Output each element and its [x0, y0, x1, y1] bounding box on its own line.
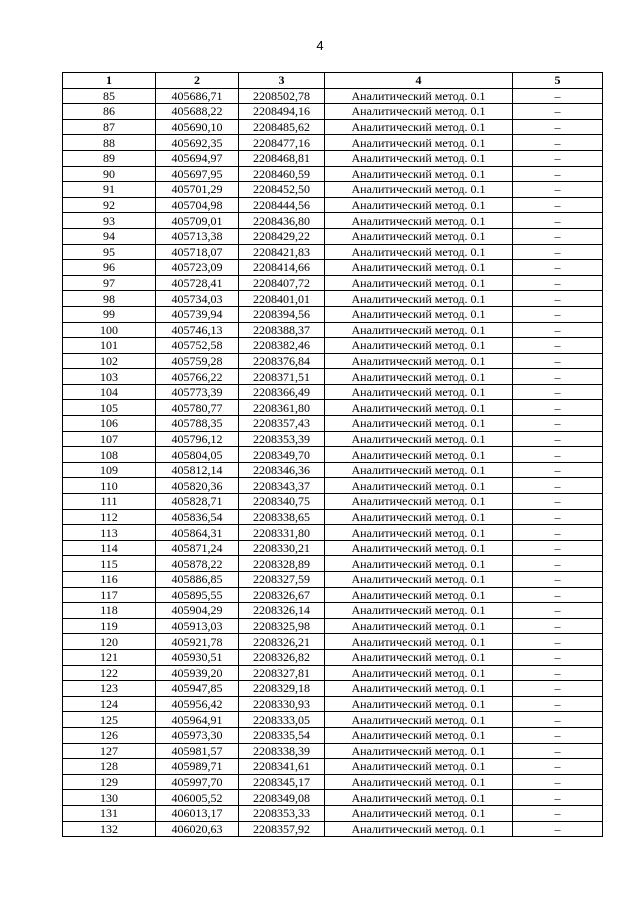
table-row: [63, 182, 603, 198]
table-row: [63, 416, 603, 432]
x-coordinate-cell: 405828,71: [156, 494, 239, 510]
method-cell: Аналитический метод. 0.1: [325, 556, 513, 572]
x-coordinate-cell: 405989,71: [156, 759, 239, 775]
note-cell: –: [513, 338, 603, 354]
method-cell: Аналитический метод. 0.1: [325, 665, 513, 681]
method-cell: Аналитический метод. 0.1: [325, 743, 513, 759]
x-coordinate-cell: 405694,97: [156, 150, 239, 166]
method-cell: Аналитический метод. 0.1: [325, 431, 513, 447]
note-cell: –: [513, 743, 603, 759]
note-cell: –: [513, 213, 603, 229]
point-number-cell: 114: [63, 540, 156, 556]
x-coordinate-cell: 405723,09: [156, 260, 239, 276]
table-row: [63, 494, 603, 510]
table-row: [63, 821, 603, 837]
method-cell: Аналитический метод. 0.1: [325, 525, 513, 541]
note-cell: –: [513, 462, 603, 478]
y-coordinate-cell: 2208361,80: [239, 400, 325, 416]
table-row: [63, 618, 603, 634]
x-coordinate-cell: 405904,29: [156, 603, 239, 619]
method-cell: Аналитический метод. 0.1: [325, 805, 513, 821]
y-coordinate-cell: 2208349,70: [239, 447, 325, 463]
x-coordinate-cell: 405913,03: [156, 618, 239, 634]
method-cell: Аналитический метод. 0.1: [325, 790, 513, 806]
note-cell: –: [513, 790, 603, 806]
y-coordinate-cell: 2208326,67: [239, 587, 325, 603]
point-number-cell: 99: [63, 306, 156, 322]
point-number-cell: 107: [63, 431, 156, 447]
table-row: [63, 447, 603, 463]
method-cell: Аналитический метод. 0.1: [325, 88, 513, 104]
table-row: [63, 540, 603, 556]
note-cell: –: [513, 478, 603, 494]
point-number-cell: 121: [63, 649, 156, 665]
table-row: [63, 150, 603, 166]
table-row: [63, 384, 603, 400]
table-row: [63, 119, 603, 135]
x-coordinate-cell: 405697,95: [156, 166, 239, 182]
x-coordinate-cell: 405746,13: [156, 322, 239, 338]
method-cell: Аналитический метод. 0.1: [325, 462, 513, 478]
x-coordinate-cell: 405728,41: [156, 275, 239, 291]
point-number-cell: 95: [63, 244, 156, 260]
point-number-cell: 125: [63, 712, 156, 728]
x-coordinate-cell: 405692,35: [156, 135, 239, 151]
x-coordinate-cell: 405930,51: [156, 649, 239, 665]
y-coordinate-cell: 2208477,16: [239, 135, 325, 151]
method-cell: Аналитический метод. 0.1: [325, 306, 513, 322]
point-number-cell: 110: [63, 478, 156, 494]
x-coordinate-cell: 405997,70: [156, 774, 239, 790]
method-cell: Аналитический метод. 0.1: [325, 213, 513, 229]
table-row: [63, 712, 603, 728]
note-cell: –: [513, 431, 603, 447]
point-number-cell: 102: [63, 353, 156, 369]
point-number-cell: 123: [63, 681, 156, 697]
note-cell: –: [513, 353, 603, 369]
table-header-row: [63, 73, 603, 89]
x-coordinate-cell: 405780,77: [156, 400, 239, 416]
point-number-cell: 97: [63, 275, 156, 291]
page-number: 4: [316, 38, 324, 53]
point-number-cell: 122: [63, 665, 156, 681]
point-number-cell: 94: [63, 228, 156, 244]
y-coordinate-cell: 2208326,14: [239, 603, 325, 619]
note-cell: –: [513, 119, 603, 135]
table-body: [63, 88, 603, 837]
y-coordinate-cell: 2208502,78: [239, 88, 325, 104]
table-row: [63, 260, 603, 276]
table-row: [63, 197, 603, 213]
y-coordinate-cell: 2208343,37: [239, 478, 325, 494]
y-coordinate-cell: 2208346,36: [239, 462, 325, 478]
note-cell: –: [513, 182, 603, 198]
table-row: [63, 431, 603, 447]
note-cell: –: [513, 384, 603, 400]
x-coordinate-cell: 405864,31: [156, 525, 239, 541]
table-row: [63, 805, 603, 821]
note-cell: –: [513, 369, 603, 385]
point-number-cell: 87: [63, 119, 156, 135]
x-coordinate-cell: 405752,58: [156, 338, 239, 354]
note-cell: –: [513, 759, 603, 775]
y-coordinate-cell: 2208333,05: [239, 712, 325, 728]
method-cell: Аналитический метод. 0.1: [325, 572, 513, 588]
table-row: [63, 681, 603, 697]
table-row: [63, 213, 603, 229]
point-number-cell: 116: [63, 572, 156, 588]
method-cell: Аналитический метод. 0.1: [325, 338, 513, 354]
method-cell: Аналитический метод. 0.1: [325, 587, 513, 603]
note-cell: –: [513, 681, 603, 697]
note-cell: –: [513, 275, 603, 291]
note-cell: –: [513, 821, 603, 837]
x-coordinate-cell: 405812,14: [156, 462, 239, 478]
x-coordinate-cell: 405878,22: [156, 556, 239, 572]
y-coordinate-cell: 2208401,01: [239, 291, 325, 307]
point-number-cell: 129: [63, 774, 156, 790]
x-coordinate-cell: 405921,78: [156, 634, 239, 650]
y-coordinate-cell: 2208429,22: [239, 228, 325, 244]
x-coordinate-cell: 405734,03: [156, 291, 239, 307]
table-row: [63, 88, 603, 104]
note-cell: –: [513, 244, 603, 260]
y-coordinate-cell: 2208338,39: [239, 743, 325, 759]
y-coordinate-cell: 2208330,21: [239, 540, 325, 556]
y-coordinate-cell: 2208328,89: [239, 556, 325, 572]
note-cell: –: [513, 400, 603, 416]
point-number-cell: 126: [63, 727, 156, 743]
y-coordinate-cell: 2208357,92: [239, 821, 325, 837]
point-number-cell: 113: [63, 525, 156, 541]
table-row: [63, 291, 603, 307]
method-cell: Аналитический метод. 0.1: [325, 353, 513, 369]
method-cell: Аналитический метод. 0.1: [325, 696, 513, 712]
point-number-cell: 90: [63, 166, 156, 182]
table-row: [63, 587, 603, 603]
point-number-cell: 130: [63, 790, 156, 806]
y-coordinate-cell: 2208468,81: [239, 150, 325, 166]
point-number-cell: 112: [63, 509, 156, 525]
y-coordinate-cell: 2208345,17: [239, 774, 325, 790]
method-cell: Аналитический метод. 0.1: [325, 681, 513, 697]
y-coordinate-cell: 2208338,65: [239, 509, 325, 525]
point-number-cell: 88: [63, 135, 156, 151]
column-header-5: 5: [513, 73, 603, 89]
note-cell: –: [513, 587, 603, 603]
method-cell: Аналитический метод. 0.1: [325, 447, 513, 463]
method-cell: Аналитический метод. 0.1: [325, 260, 513, 276]
method-cell: Аналитический метод. 0.1: [325, 369, 513, 385]
point-number-cell: 111: [63, 494, 156, 510]
point-number-cell: 93: [63, 213, 156, 229]
method-cell: Аналитический метод. 0.1: [325, 135, 513, 151]
table-row: [63, 572, 603, 588]
note-cell: –: [513, 618, 603, 634]
table-row: [63, 244, 603, 260]
point-number-cell: 132: [63, 821, 156, 837]
table-row: [63, 400, 603, 416]
x-coordinate-cell: 405766,22: [156, 369, 239, 385]
note-cell: –: [513, 774, 603, 790]
table-row: [63, 166, 603, 182]
table-row: [63, 603, 603, 619]
point-number-cell: 101: [63, 338, 156, 354]
x-coordinate-cell: 405688,22: [156, 104, 239, 120]
point-number-cell: 91: [63, 182, 156, 198]
x-coordinate-cell: 405804,05: [156, 447, 239, 463]
y-coordinate-cell: 2208452,50: [239, 182, 325, 198]
x-coordinate-cell: 405956,42: [156, 696, 239, 712]
y-coordinate-cell: 2208331,80: [239, 525, 325, 541]
y-coordinate-cell: 2208325,98: [239, 618, 325, 634]
note-cell: –: [513, 104, 603, 120]
point-number-cell: 119: [63, 618, 156, 634]
y-coordinate-cell: 2208407,72: [239, 275, 325, 291]
x-coordinate-cell: 405796,12: [156, 431, 239, 447]
point-number-cell: 108: [63, 447, 156, 463]
y-coordinate-cell: 2208436,80: [239, 213, 325, 229]
table-row: [63, 634, 603, 650]
note-cell: –: [513, 150, 603, 166]
method-cell: Аналитический метод. 0.1: [325, 119, 513, 135]
y-coordinate-cell: 2208326,82: [239, 649, 325, 665]
method-cell: Аналитический метод. 0.1: [325, 494, 513, 510]
y-coordinate-cell: 2208382,46: [239, 338, 325, 354]
table-row: [63, 727, 603, 743]
table-row: [63, 322, 603, 338]
y-coordinate-cell: 2208371,51: [239, 369, 325, 385]
note-cell: –: [513, 556, 603, 572]
point-number-cell: 124: [63, 696, 156, 712]
note-cell: –: [513, 306, 603, 322]
note-cell: –: [513, 696, 603, 712]
y-coordinate-cell: 2208494,16: [239, 104, 325, 120]
point-number-cell: 128: [63, 759, 156, 775]
note-cell: –: [513, 634, 603, 650]
note-cell: –: [513, 494, 603, 510]
y-coordinate-cell: 2208340,75: [239, 494, 325, 510]
table-row: [63, 790, 603, 806]
table-row: [63, 135, 603, 151]
note-cell: –: [513, 525, 603, 541]
x-coordinate-cell: 405981,57: [156, 743, 239, 759]
method-cell: Аналитический метод. 0.1: [325, 322, 513, 338]
table-row: [63, 275, 603, 291]
table-row: [63, 649, 603, 665]
table-row: [63, 478, 603, 494]
note-cell: –: [513, 135, 603, 151]
table-row: [63, 353, 603, 369]
note-cell: –: [513, 649, 603, 665]
table-row: [63, 743, 603, 759]
point-number-cell: 100: [63, 322, 156, 338]
point-number-cell: 120: [63, 634, 156, 650]
point-number-cell: 89: [63, 150, 156, 166]
method-cell: Аналитический метод. 0.1: [325, 244, 513, 260]
point-number-cell: 131: [63, 805, 156, 821]
y-coordinate-cell: 2208353,39: [239, 431, 325, 447]
y-coordinate-cell: 2208366,49: [239, 384, 325, 400]
x-coordinate-cell: 405709,01: [156, 213, 239, 229]
method-cell: Аналитический метод. 0.1: [325, 649, 513, 665]
y-coordinate-cell: 2208349,08: [239, 790, 325, 806]
method-cell: Аналитический метод. 0.1: [325, 774, 513, 790]
note-cell: –: [513, 447, 603, 463]
x-coordinate-cell: 405820,36: [156, 478, 239, 494]
point-number-cell: 115: [63, 556, 156, 572]
table-row: [63, 665, 603, 681]
point-number-cell: 118: [63, 603, 156, 619]
table-row: [63, 369, 603, 385]
column-header-4: 4: [325, 73, 513, 89]
note-cell: –: [513, 712, 603, 728]
table-row: [63, 338, 603, 354]
column-header-1: 1: [63, 73, 156, 89]
y-coordinate-cell: 2208326,21: [239, 634, 325, 650]
y-coordinate-cell: 2208341,61: [239, 759, 325, 775]
y-coordinate-cell: 2208414,66: [239, 260, 325, 276]
point-number-cell: 104: [63, 384, 156, 400]
method-cell: Аналитический метод. 0.1: [325, 416, 513, 432]
table-row: [63, 556, 603, 572]
x-coordinate-cell: 405964,91: [156, 712, 239, 728]
table-row: [63, 228, 603, 244]
table-row: [63, 759, 603, 775]
x-coordinate-cell: 405718,07: [156, 244, 239, 260]
note-cell: –: [513, 228, 603, 244]
note-cell: –: [513, 572, 603, 588]
note-cell: –: [513, 416, 603, 432]
point-number-cell: 127: [63, 743, 156, 759]
column-header-2: 2: [156, 73, 239, 89]
y-coordinate-cell: 2208485,62: [239, 119, 325, 135]
method-cell: Аналитический метод. 0.1: [325, 150, 513, 166]
method-cell: Аналитический метод. 0.1: [325, 478, 513, 494]
x-coordinate-cell: 406013,17: [156, 805, 239, 821]
method-cell: Аналитический метод. 0.1: [325, 634, 513, 650]
y-coordinate-cell: 2208353,33: [239, 805, 325, 821]
coordinates-table: [62, 72, 603, 837]
note-cell: –: [513, 260, 603, 276]
method-cell: Аналитический метод. 0.1: [325, 618, 513, 634]
note-cell: –: [513, 509, 603, 525]
note-cell: –: [513, 322, 603, 338]
x-coordinate-cell: 405759,28: [156, 353, 239, 369]
x-coordinate-cell: 405704,98: [156, 197, 239, 213]
point-number-cell: 86: [63, 104, 156, 120]
point-number-cell: 92: [63, 197, 156, 213]
point-number-cell: 109: [63, 462, 156, 478]
x-coordinate-cell: 405871,24: [156, 540, 239, 556]
x-coordinate-cell: 405973,30: [156, 727, 239, 743]
point-number-cell: 98: [63, 291, 156, 307]
x-coordinate-cell: 405686,71: [156, 88, 239, 104]
x-coordinate-cell: 405895,55: [156, 587, 239, 603]
column-header-3: 3: [239, 73, 325, 89]
table-row: [63, 509, 603, 525]
method-cell: Аналитический метод. 0.1: [325, 275, 513, 291]
y-coordinate-cell: 2208330,93: [239, 696, 325, 712]
point-number-cell: 105: [63, 400, 156, 416]
x-coordinate-cell: 406020,63: [156, 821, 239, 837]
method-cell: Аналитический метод. 0.1: [325, 603, 513, 619]
note-cell: –: [513, 291, 603, 307]
point-number-cell: 96: [63, 260, 156, 276]
method-cell: Аналитический метод. 0.1: [325, 509, 513, 525]
x-coordinate-cell: 405690,10: [156, 119, 239, 135]
method-cell: Аналитический метод. 0.1: [325, 182, 513, 198]
x-coordinate-cell: 405939,20: [156, 665, 239, 681]
x-coordinate-cell: 405739,94: [156, 306, 239, 322]
y-coordinate-cell: 2208335,54: [239, 727, 325, 743]
x-coordinate-cell: 406005,52: [156, 790, 239, 806]
note-cell: –: [513, 805, 603, 821]
y-coordinate-cell: 2208327,59: [239, 572, 325, 588]
method-cell: Аналитический метод. 0.1: [325, 759, 513, 775]
y-coordinate-cell: 2208394,56: [239, 306, 325, 322]
table-row: [63, 104, 603, 120]
y-coordinate-cell: 2208327,81: [239, 665, 325, 681]
table-row: [63, 306, 603, 322]
table-row: [63, 696, 603, 712]
method-cell: Аналитический метод. 0.1: [325, 400, 513, 416]
y-coordinate-cell: 2208444,56: [239, 197, 325, 213]
table-row: [63, 462, 603, 478]
method-cell: Аналитический метод. 0.1: [325, 384, 513, 400]
point-number-cell: 117: [63, 587, 156, 603]
point-number-cell: 85: [63, 88, 156, 104]
note-cell: –: [513, 665, 603, 681]
x-coordinate-cell: 405773,39: [156, 384, 239, 400]
note-cell: –: [513, 540, 603, 556]
method-cell: Аналитический метод. 0.1: [325, 540, 513, 556]
point-number-cell: 103: [63, 369, 156, 385]
method-cell: Аналитический метод. 0.1: [325, 166, 513, 182]
x-coordinate-cell: 405886,85: [156, 572, 239, 588]
note-cell: –: [513, 166, 603, 182]
y-coordinate-cell: 2208388,37: [239, 322, 325, 338]
note-cell: –: [513, 88, 603, 104]
x-coordinate-cell: 405947,85: [156, 681, 239, 697]
x-coordinate-cell: 405836,54: [156, 509, 239, 525]
method-cell: Аналитический метод. 0.1: [325, 291, 513, 307]
note-cell: –: [513, 197, 603, 213]
table-row: [63, 525, 603, 541]
method-cell: Аналитический метод. 0.1: [325, 727, 513, 743]
method-cell: Аналитический метод. 0.1: [325, 104, 513, 120]
x-coordinate-cell: 405713,38: [156, 228, 239, 244]
method-cell: Аналитический метод. 0.1: [325, 821, 513, 837]
method-cell: Аналитический метод. 0.1: [325, 712, 513, 728]
note-cell: –: [513, 603, 603, 619]
y-coordinate-cell: 2208329,18: [239, 681, 325, 697]
y-coordinate-cell: 2208460,59: [239, 166, 325, 182]
y-coordinate-cell: 2208376,84: [239, 353, 325, 369]
y-coordinate-cell: 2208357,43: [239, 416, 325, 432]
y-coordinate-cell: 2208421,83: [239, 244, 325, 260]
x-coordinate-cell: 405788,35: [156, 416, 239, 432]
table-row: [63, 774, 603, 790]
x-coordinate-cell: 405701,29: [156, 182, 239, 198]
point-number-cell: 106: [63, 416, 156, 432]
method-cell: Аналитический метод. 0.1: [325, 228, 513, 244]
note-cell: –: [513, 727, 603, 743]
method-cell: Аналитический метод. 0.1: [325, 197, 513, 213]
